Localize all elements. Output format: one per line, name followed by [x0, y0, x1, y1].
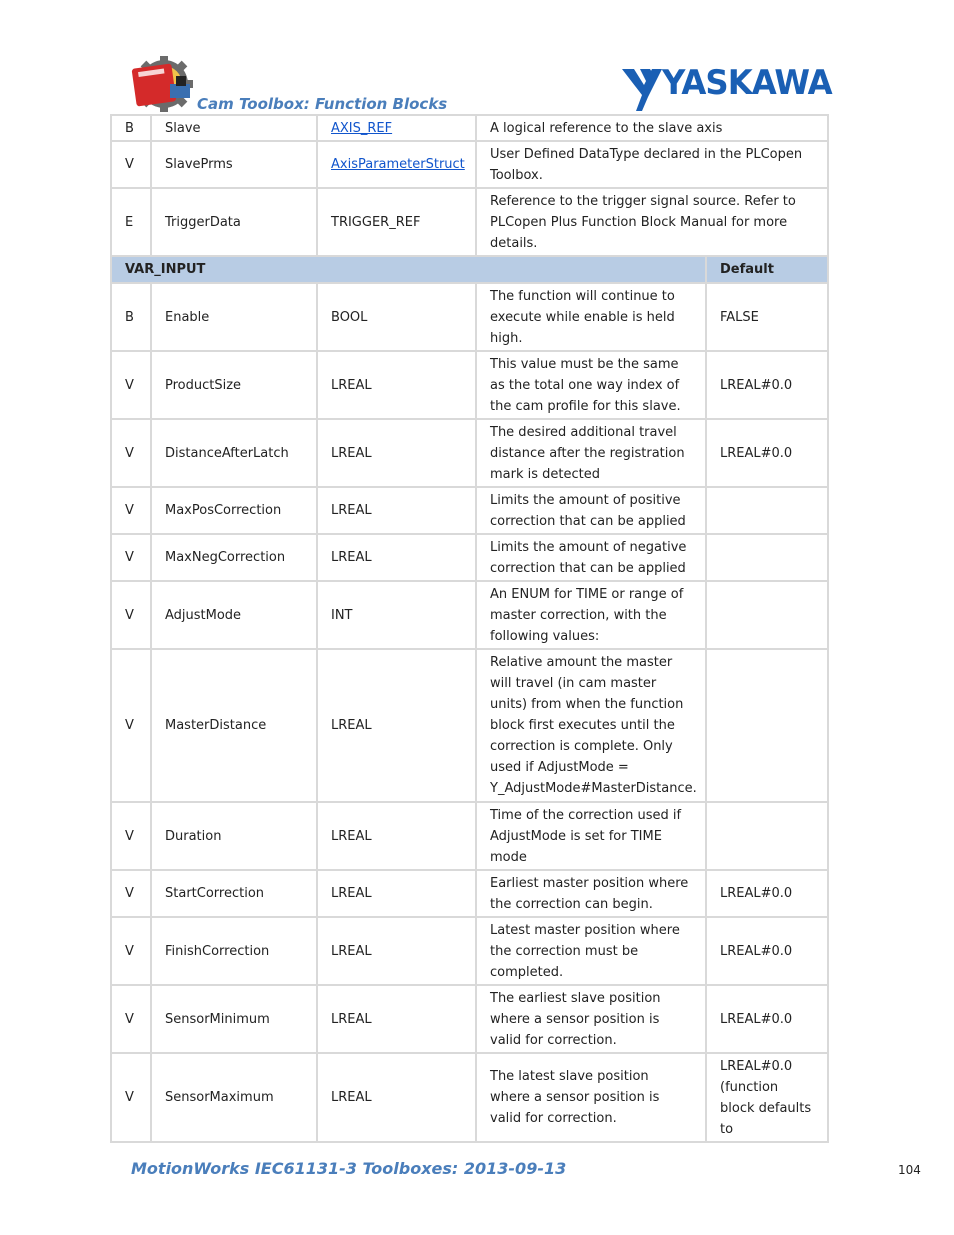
param-kind: V: [111, 802, 151, 870]
param-kind: V: [111, 351, 151, 419]
table-row: [111, 581, 828, 649]
param-name: MaxPosCorrection: [151, 487, 317, 534]
param-type: [317, 141, 476, 188]
param-kind: V: [111, 534, 151, 581]
param-description: The desired additional travel distance after the registration mark is detected: [476, 419, 706, 487]
table-row: [111, 649, 828, 802]
param-description: User Defined DataType declared in the PLCopen Toolbox.: [476, 141, 828, 188]
param-description: This value must be the same as the total one way index of the cam profile for this slave.: [476, 351, 706, 419]
param-type: [317, 115, 476, 141]
table-row: [111, 917, 828, 985]
param-description: Latest master position where the correction must be completed.: [476, 917, 706, 985]
param-default: LREAL#0.0: [706, 917, 828, 985]
table-row: [111, 141, 828, 188]
param-name: ProductSize: [151, 351, 317, 419]
param-kind: V: [111, 917, 151, 985]
param-description: Earliest master position where the correction can begin.: [476, 870, 706, 917]
param-name: FinishCorrection: [151, 917, 317, 985]
param-type: LREAL: [317, 1053, 476, 1142]
default-column-header: Default: [706, 256, 828, 283]
page-number: 104: [898, 1163, 921, 1177]
param-name: SlavePrms: [151, 141, 317, 188]
param-default: FALSE: [706, 283, 828, 351]
param-name: SensorMinimum: [151, 985, 317, 1053]
param-name: AdjustMode: [151, 581, 317, 649]
param-type: LREAL: [317, 351, 476, 419]
param-description: Time of the correction used if AdjustMode is set for TIME mode: [476, 802, 706, 870]
param-description: Limits the amount of negative correction that can be applied: [476, 534, 706, 581]
table-row: [111, 1053, 828, 1142]
param-type-link[interactable]: AxisParameterStruct: [331, 157, 465, 172]
yaskawa-logo-text: YASKAWA: [662, 63, 832, 103]
param-default: LREAL#0.0: [706, 870, 828, 917]
param-default: [706, 534, 828, 581]
param-default: LREAL#0.0 (function block defaults to: [706, 1053, 828, 1142]
param-type: LREAL: [317, 534, 476, 581]
param-kind: V: [111, 419, 151, 487]
param-kind: E: [111, 188, 151, 256]
page-footer-title: MotionWorks IEC61131-3 Toolboxes: 2013-09-13: [131, 1159, 567, 1178]
param-default: [706, 802, 828, 870]
param-description: The earliest slave position where a sensor position is valid for correction.: [476, 985, 706, 1053]
table-row: [111, 351, 828, 419]
table-row: [111, 985, 828, 1053]
section-header-row: [111, 256, 828, 283]
param-name: StartCorrection: [151, 870, 317, 917]
param-description: An ENUM for TIME or range of master correction, with the following values:: [476, 581, 706, 649]
param-kind: V: [111, 985, 151, 1053]
parameter-table: [110, 114, 829, 1143]
param-type: TRIGGER_REF: [317, 188, 476, 256]
table-row: [111, 188, 828, 256]
param-type: LREAL: [317, 917, 476, 985]
param-type: BOOL: [317, 283, 476, 351]
param-name: MasterDistance: [151, 649, 317, 802]
param-type: LREAL: [317, 870, 476, 917]
param-default: [706, 487, 828, 534]
param-description: The function will continue to execute while enable is held high.: [476, 283, 706, 351]
param-kind: V: [111, 581, 151, 649]
param-type: LREAL: [317, 802, 476, 870]
section-label: VAR_INPUT: [111, 256, 706, 283]
param-default: [706, 649, 828, 802]
table-row: [111, 419, 828, 487]
param-kind: B: [111, 283, 151, 351]
param-kind: V: [111, 870, 151, 917]
param-name: SensorMaximum: [151, 1053, 317, 1142]
table-row: [111, 283, 828, 351]
page-header-title: Cam Toolbox: Function Blocks: [197, 95, 448, 113]
param-type: LREAL: [317, 419, 476, 487]
param-kind: V: [111, 1053, 151, 1142]
param-type: LREAL: [317, 649, 476, 802]
param-type-link[interactable]: AXIS_REF: [331, 120, 393, 136]
table-row: [111, 870, 828, 917]
param-kind: V: [111, 141, 151, 188]
param-kind: V: [111, 649, 151, 802]
param-kind: B: [111, 115, 151, 141]
param-name: MaxNegCorrection: [151, 534, 317, 581]
param-name: Slave: [151, 115, 317, 141]
param-description: A logical reference to the slave axis: [476, 115, 828, 141]
param-type: INT: [317, 581, 476, 649]
param-default: LREAL#0.0: [706, 351, 828, 419]
param-default: [706, 581, 828, 649]
param-name: TriggerData: [151, 188, 317, 256]
table-row: [111, 802, 828, 870]
param-name: Enable: [151, 283, 317, 351]
param-description: Relative amount the master will travel (in cam master units) from when the function block first executes until the correction is complete. Only used if AdjustMode = Y_AdjustMode#MasterDistance.: [476, 649, 706, 802]
param-name: DistanceAfterLatch: [151, 419, 317, 487]
table-row: [111, 534, 828, 581]
table-row: [111, 115, 828, 141]
param-name: Duration: [151, 802, 317, 870]
param-description: Reference to the trigger signal source. Refer to PLCopen Plus Function Block Manual for more details.: [476, 188, 828, 256]
param-kind: V: [111, 487, 151, 534]
param-type: LREAL: [317, 985, 476, 1053]
param-description: Limits the amount of positive correction that can be applied: [476, 487, 706, 534]
param-type: LREAL: [317, 487, 476, 534]
param-default: LREAL#0.0: [706, 419, 828, 487]
cam-toolbox-logo-icon: [130, 56, 198, 112]
param-description: The latest slave position where a sensor position is valid for correction.: [476, 1053, 706, 1142]
param-default: LREAL#0.0: [706, 985, 828, 1053]
table-row: [111, 487, 828, 534]
